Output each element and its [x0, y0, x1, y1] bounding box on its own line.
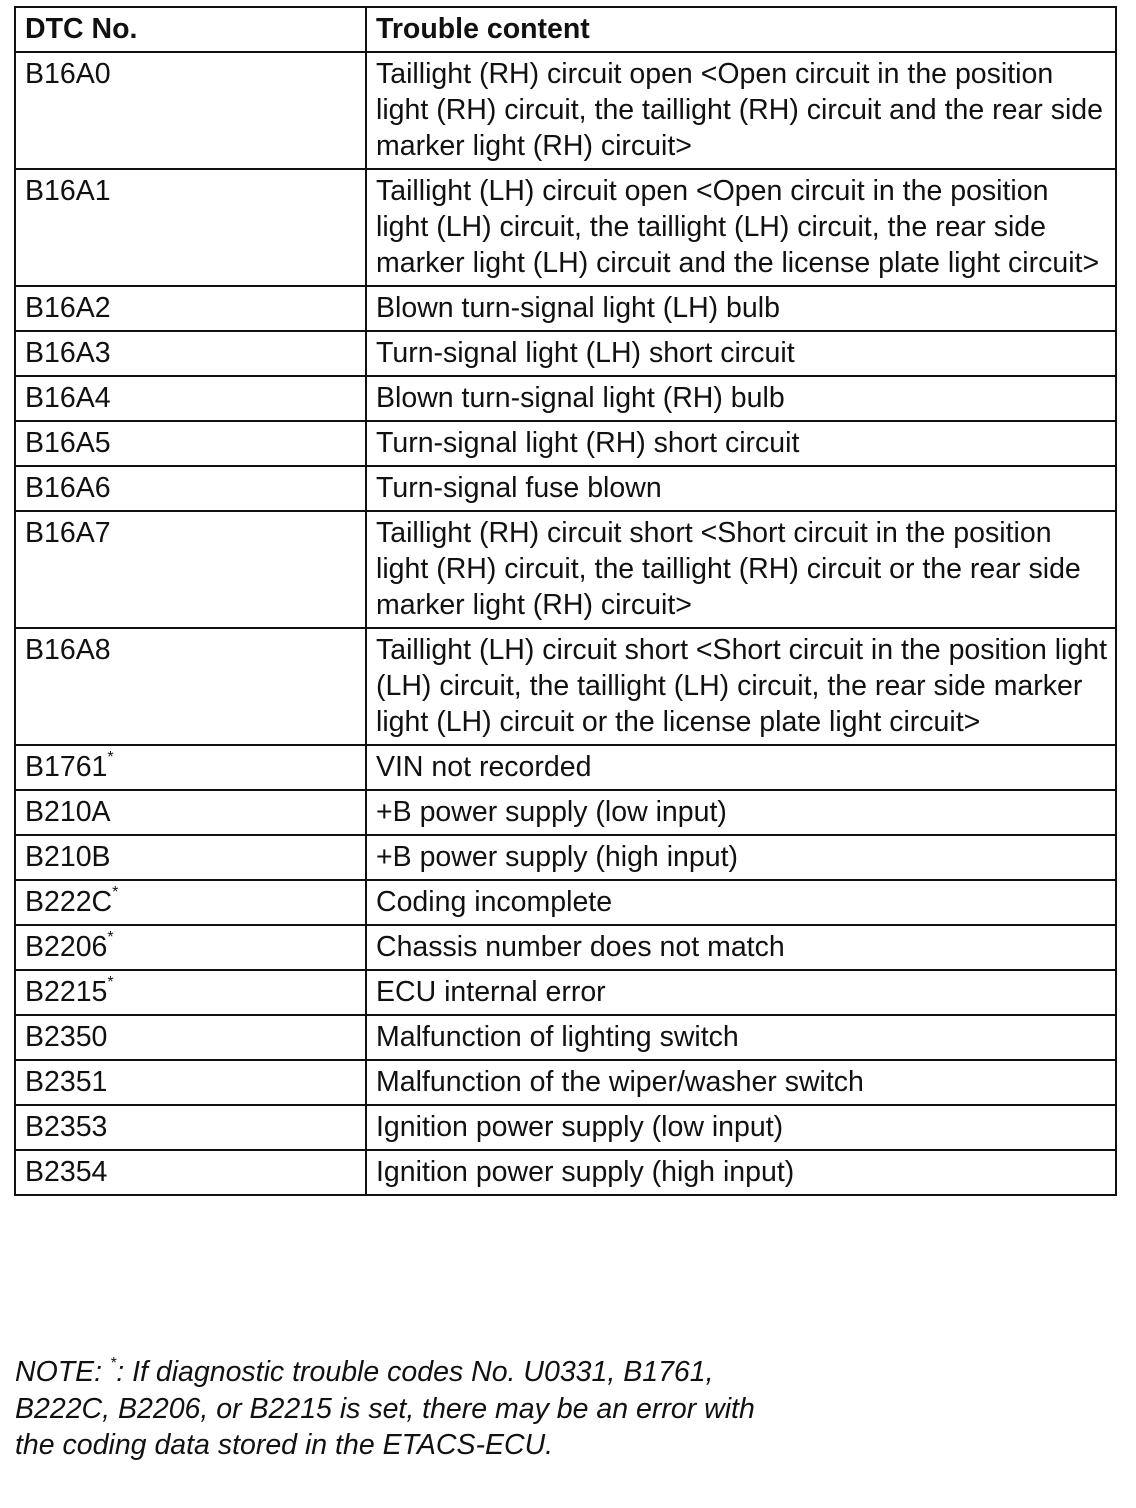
table-row: [15, 628, 1116, 745]
dtc-code: B16A7: [25, 517, 111, 549]
dtc-code-cell: [15, 880, 366, 925]
table-row: [15, 169, 1116, 286]
trouble-content-cell: Taillight (LH) circuit short <Short circuit in the position light (LH) circuit, the taillight (LH) circuit, the rear side marker light (LH) circuit or the license plate light circuit>: [366, 628, 1116, 745]
table-row: [15, 745, 1116, 790]
dtc-asterisk: *: [112, 883, 119, 901]
dtc-code-cell: [15, 628, 366, 745]
table-row: [15, 790, 1116, 835]
table-row: [15, 52, 1116, 169]
note-text: : If diagnostic trouble codes No. U0331, B1761, B222C, B2206, or B2215 is set, there may be an error with the coding data stored in the ETACS-ECU.: [15, 1356, 755, 1461]
table-row: [15, 1060, 1116, 1105]
dtc-code-cell: [15, 925, 366, 970]
table-header-row: [15, 7, 1116, 52]
dtc-code-cell: [15, 1015, 366, 1060]
table-row: [15, 1105, 1116, 1150]
dtc-code-cell: [15, 970, 366, 1015]
dtc-code: B2354: [25, 1156, 108, 1188]
dtc-asterisk: *: [107, 748, 114, 766]
dtc-code-cell: [15, 1150, 366, 1195]
footnote: [15, 1354, 755, 1464]
table-row: [15, 376, 1116, 421]
dtc-code-cell: [15, 1060, 366, 1105]
dtc-asterisk: *: [107, 973, 114, 991]
table-row: [15, 331, 1116, 376]
trouble-content-cell: Taillight (LH) circuit open <Open circuit in the position light (LH) circuit, the taillight (LH) circuit, the rear side marker light (LH) circuit and the license plate light circuit>: [366, 169, 1116, 286]
dtc-code-cell: [15, 835, 366, 880]
dtc-table: [14, 6, 1117, 1196]
dtc-asterisk: *: [107, 928, 114, 946]
table-row: [15, 880, 1116, 925]
header-dtc-no: DTC No.: [15, 7, 366, 52]
table-row: [15, 835, 1116, 880]
table-row: [15, 970, 1116, 1015]
trouble-content-cell: Malfunction of the wiper/washer switch: [366, 1060, 1116, 1105]
dtc-code: B210A: [25, 796, 111, 828]
dtc-code: B16A4: [25, 382, 111, 414]
dtc-code: B16A0: [25, 58, 111, 90]
trouble-content-cell: +B power supply (high input): [366, 835, 1116, 880]
dtc-code: B2206: [25, 931, 108, 963]
dtc-code: B1761: [25, 751, 108, 783]
table-body: [15, 52, 1116, 1195]
note-prefix: NOTE:: [15, 1356, 111, 1388]
dtc-code: B16A6: [25, 472, 111, 504]
table-row: [15, 1150, 1116, 1195]
table-row: [15, 466, 1116, 511]
trouble-content-cell: Ignition power supply (low input): [366, 1105, 1116, 1150]
dtc-code: B16A8: [25, 634, 111, 666]
dtc-code-cell: [15, 52, 366, 169]
trouble-content-cell: +B power supply (low input): [366, 790, 1116, 835]
dtc-code-cell: [15, 1105, 366, 1150]
trouble-content-cell: Turn-signal light (RH) short circuit: [366, 421, 1116, 466]
dtc-code-cell: [15, 169, 366, 286]
trouble-content-cell: VIN not recorded: [366, 745, 1116, 790]
trouble-content-cell: Blown turn-signal light (LH) bulb: [366, 286, 1116, 331]
trouble-content-cell: Coding incomplete: [366, 880, 1116, 925]
dtc-code: B16A3: [25, 337, 111, 369]
dtc-code: B222C: [25, 886, 113, 918]
dtc-code-cell: [15, 331, 366, 376]
dtc-code: B2353: [25, 1111, 108, 1143]
dtc-code: B2351: [25, 1066, 108, 1098]
dtc-code: B16A5: [25, 427, 111, 459]
trouble-content-cell: Taillight (RH) circuit open <Open circuit in the position light (RH) circuit, the taillight (RH) circuit and the rear side marker light (RH) circuit>: [366, 52, 1116, 169]
dtc-code-cell: [15, 286, 366, 331]
table-row: [15, 1015, 1116, 1060]
note-asterisk: *: [110, 1354, 117, 1372]
dtc-code-cell: [15, 466, 366, 511]
trouble-content-cell: Blown turn-signal light (RH) bulb: [366, 376, 1116, 421]
trouble-content-cell: Turn-signal light (LH) short circuit: [366, 331, 1116, 376]
dtc-code: B16A1: [25, 175, 111, 207]
dtc-code: B2215: [25, 976, 108, 1008]
trouble-content-cell: Ignition power supply (high input): [366, 1150, 1116, 1195]
dtc-code: B16A2: [25, 292, 111, 324]
dtc-code: B210B: [25, 841, 111, 873]
trouble-content-cell: Turn-signal fuse blown: [366, 466, 1116, 511]
dtc-code-cell: [15, 745, 366, 790]
trouble-content-cell: Taillight (RH) circuit short <Short circuit in the position light (RH) circuit, the taillight (RH) circuit or the rear side marker light (RH) circuit>: [366, 511, 1116, 628]
dtc-code-cell: [15, 790, 366, 835]
trouble-content-cell: Malfunction of lighting switch: [366, 1015, 1116, 1060]
table-row: [15, 925, 1116, 970]
dtc-code-cell: [15, 421, 366, 466]
dtc-code-cell: [15, 511, 366, 628]
table-row: [15, 511, 1116, 628]
table-row: [15, 286, 1116, 331]
dtc-code-cell: [15, 376, 366, 421]
table-row: [15, 421, 1116, 466]
header-trouble-content: Trouble content: [366, 7, 1116, 52]
trouble-content-cell: ECU internal error: [366, 970, 1116, 1015]
trouble-content-cell: Chassis number does not match: [366, 925, 1116, 970]
dtc-code: B2350: [25, 1021, 108, 1053]
